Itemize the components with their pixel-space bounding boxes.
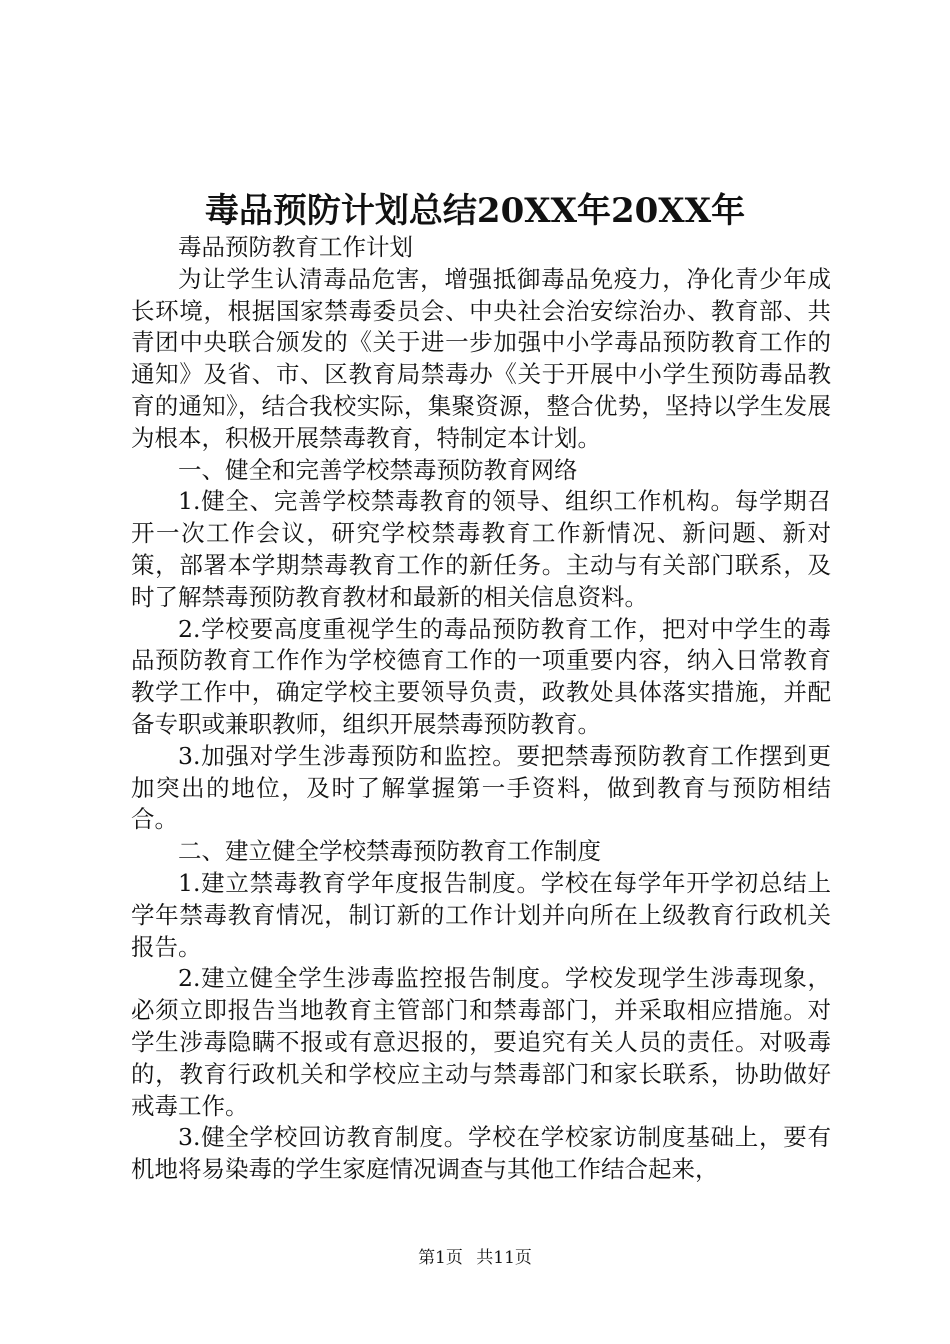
paragraph: 为让学生认清毒品危害，增强抵御毒品免疫力，净化青少年成长环境，根据国家禁毒委员会、中央社会治安综治办、教育部、共青团中央联合颁发的《关于进一步加强中小学毒品预防教育工作的通知》及省、市、区教育局禁毒办《关于开展中小学生预防毒品教育的通知》，结合我校实际，集聚资源，整合优势，坚持以学生发展为根本，积极开展禁毒教育，特制定本计划。 [131,264,831,452]
page-footer [0,1243,950,1268]
paragraph: 2.建立健全学生涉毒监控报告制度。学校发现学生涉毒现象，必须立即报告当地教育主管部门和禁毒部门，并采取相应措施。对学生涉毒隐瞒不报或有意迟报的，要追究有关人员的责任。对吸毒的，教育行政机关和学校应主动与禁毒部门和家长联系，协助做好戒毒工作。 [131,964,831,1120]
document-title: 毒品预防计划总结20XX年20XX年 [204,191,746,231]
paragraph: 3.加强对学生涉毒预防和监控。要把禁毒预防教育工作摆到更加突出的地位，及时了解掌握第一手资料，做到教育与预防相结合。 [131,741,831,834]
paragraph: 1.健全、完善学校禁毒教育的领导、组织工作机构。每学期召开一次工作会议，研究学校禁毒教育工作新情况、新问题、新对策，部署本学期禁毒教育工作的新任务。主动与有关部门联系，及时了解禁毒预防教育教材和最新的相关信息资料。 [131,487,831,611]
paragraph: 二、建立健全学校禁毒预防教育工作制度 [178,837,601,866]
paragraph: 1.建立禁毒教育学年度报告制度。学校在每学年开学初总结上学年禁毒教育情况，制订新的工作计划并向所在上级教育行政机关报告。 [131,868,831,961]
paragraph: 2.学校要高度重视学生的毒品预防教育工作，把对中学生的毒品预防教育工作作为学校德育工作的一项重要内容，纳入日常教育教学工作中，确定学校主要领导负责，政教处具体落实措施，并配备专职或兼职教师，组织开展禁毒预防教育。 [131,614,831,738]
page-number: 第1页 [418,1248,463,1268]
paragraph: 毒品预防教育工作计划 [178,233,413,261]
paragraph: 3.健全学校回访教育制度。学校在学校家访制度基础上，要有机地将易染毒的学生家庭情况调查与其他工作结合起来， [131,1123,831,1184]
document-body [131,232,831,1186]
page-total: 共11页 [476,1248,532,1268]
paragraph: 一、健全和完善学校禁毒预防教育网络 [178,455,578,484]
